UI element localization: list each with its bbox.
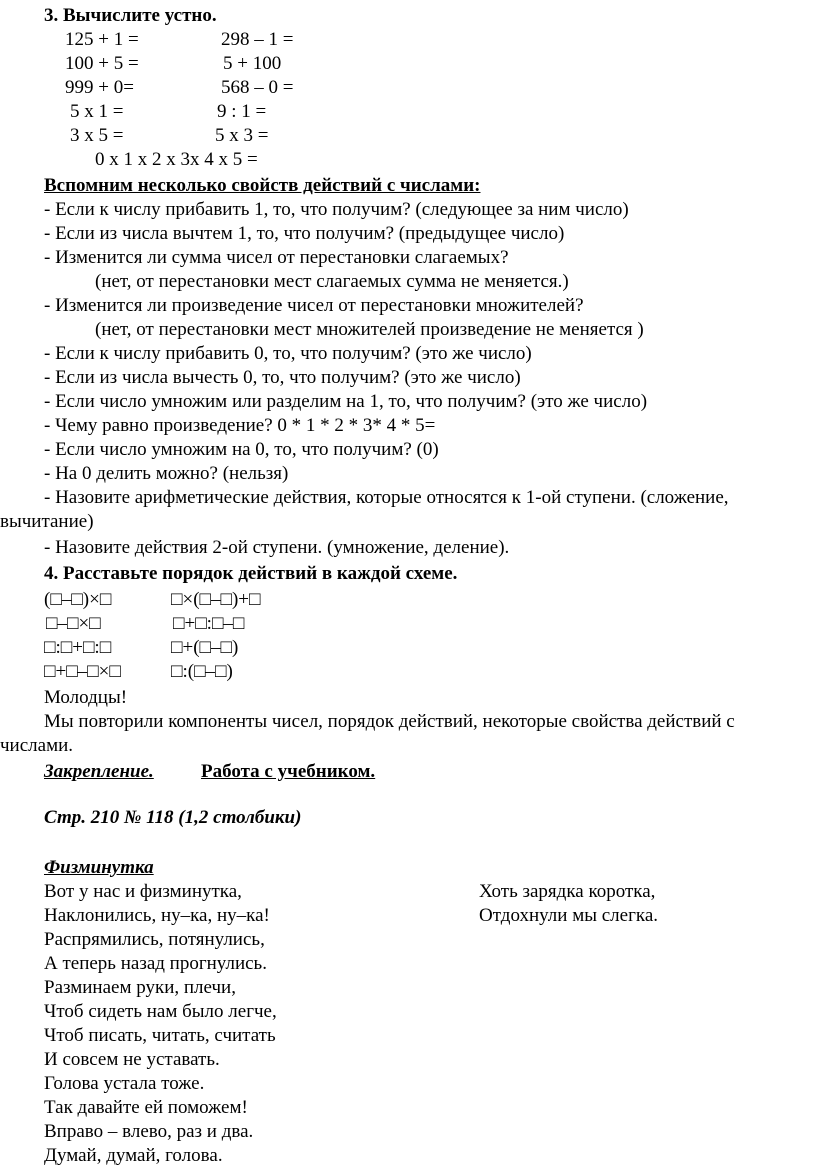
property-line: - Назовите действия 2-ой ступени. (умножение, деление). [44, 537, 510, 558]
property-answer: (нет, от перестановки мест множителей произведение не меняется ) [95, 319, 644, 340]
order-scheme: □:(□–□) [171, 661, 233, 682]
property-line-wrap: вычитание) [0, 511, 94, 532]
property-line: - Если из числа вычесть 0, то, что получим? (это же число) [44, 367, 521, 388]
poem-line: Так давайте ей поможем! [44, 1097, 248, 1118]
calc-expression: 3 x 5 = [70, 125, 124, 146]
section3-title: 3. Вычислите устно. [44, 5, 217, 26]
property-line: - Чему равно произведение? 0 * 1 * 2 * 3* 4 * 5= [44, 415, 436, 436]
praise-text: Молодцы! [44, 687, 128, 708]
poem-line: Думай, думай, голова. [44, 1145, 223, 1166]
order-scheme: □+□:□–□ [173, 613, 245, 634]
poem-line-right: Отдохнули мы слегка. [479, 905, 659, 926]
poem-line: И совсем не уставать. [44, 1049, 220, 1070]
property-line: - На 0 делить можно? (нельзя) [44, 463, 289, 484]
calc-expression: 568 – 0 = [221, 77, 294, 98]
property-line: - Назовите арифметические действия, которые относятся к 1-ой ступени. (сложение, [44, 487, 729, 508]
poem-line: А теперь назад прогнулись. [44, 953, 267, 974]
property-line: - Если из числа вычтем 1, то, что получим? (предыдущее число) [44, 223, 565, 244]
poem-line: Чтоб писать, читать, считать [44, 1025, 276, 1046]
poem-line: Голова устала тоже. [44, 1073, 205, 1094]
property-line: - Если число умножим на 0, то, что получим? (0) [44, 439, 439, 460]
order-scheme: (□–□)×□ [44, 589, 112, 610]
property-line: - Если к числу прибавить 1, то, что получим? (следующее за ним число) [44, 199, 629, 220]
summary-text: Мы повторили компоненты чисел, порядок действий, некоторые свойства действий с [44, 711, 735, 732]
section4-title: 4. Расставьте порядок действий в каждой схеме. [44, 563, 458, 584]
calc-expression: 9 : 1 = [217, 101, 267, 122]
poem-line: Вправо – влево, раз и два. [44, 1121, 254, 1142]
page-reference: Стр. 210 № 118 (1,2 столбики) [44, 807, 302, 828]
poem-line: Вот у нас и физминутка, [44, 881, 242, 902]
order-scheme: □×(□–□)+□ [171, 589, 261, 610]
order-scheme: □–□×□ [46, 613, 101, 634]
fizminutka-title: Физминутка [44, 857, 154, 878]
poem-line: Разминаем руки, плечи, [44, 977, 236, 998]
poem-line: Распрямились, потянулись, [44, 929, 265, 950]
calc-expression: 125 + 1 = [65, 29, 139, 50]
poem-line: Наклонились, ну–ка, ну–ка! [44, 905, 270, 926]
property-line: - Изменится ли произведение чисел от перестановки множителей? [44, 295, 584, 316]
properties-heading: Вспомним несколько свойств действий с числами: [44, 175, 481, 196]
calc-expression: 100 + 5 = [65, 53, 139, 74]
property-line: - Изменится ли сумма чисел от перестановки слагаемых? [44, 247, 509, 268]
calc-expression: 5 x 3 = [215, 125, 269, 146]
calc-expression: 5 x 1 = [70, 101, 124, 122]
consolidation-label: Закрепление. [44, 761, 154, 782]
property-answer: (нет, от перестановки мест слагаемых сумма не меняется.) [95, 271, 569, 292]
calc-expression: 5 + 100 [223, 53, 282, 74]
calc-expression: 298 – 1 = [221, 29, 294, 50]
order-scheme: □+(□–□) [171, 637, 239, 658]
poem-line: Чтоб сидеть нам было легче, [44, 1001, 277, 1022]
property-line: - Если к числу прибавить 0, то, что получим? (это же число) [44, 343, 532, 364]
summary-text-wrap: числами. [0, 735, 74, 756]
calc-expression: 999 + 0= [65, 77, 134, 98]
calc-expression-product: 0 x 1 x 2 x 3x 4 x 5 = [95, 149, 258, 170]
order-scheme: □:□+□:□ [44, 637, 112, 658]
order-scheme: □+□–□×□ [44, 661, 121, 682]
property-line: - Если число умножим или разделим на 1, то, что получим? (это же число) [44, 391, 648, 412]
consolidation-task: Работа с учебником. [201, 761, 376, 782]
poem-line-right: Хоть зарядка коротка, [479, 881, 656, 902]
